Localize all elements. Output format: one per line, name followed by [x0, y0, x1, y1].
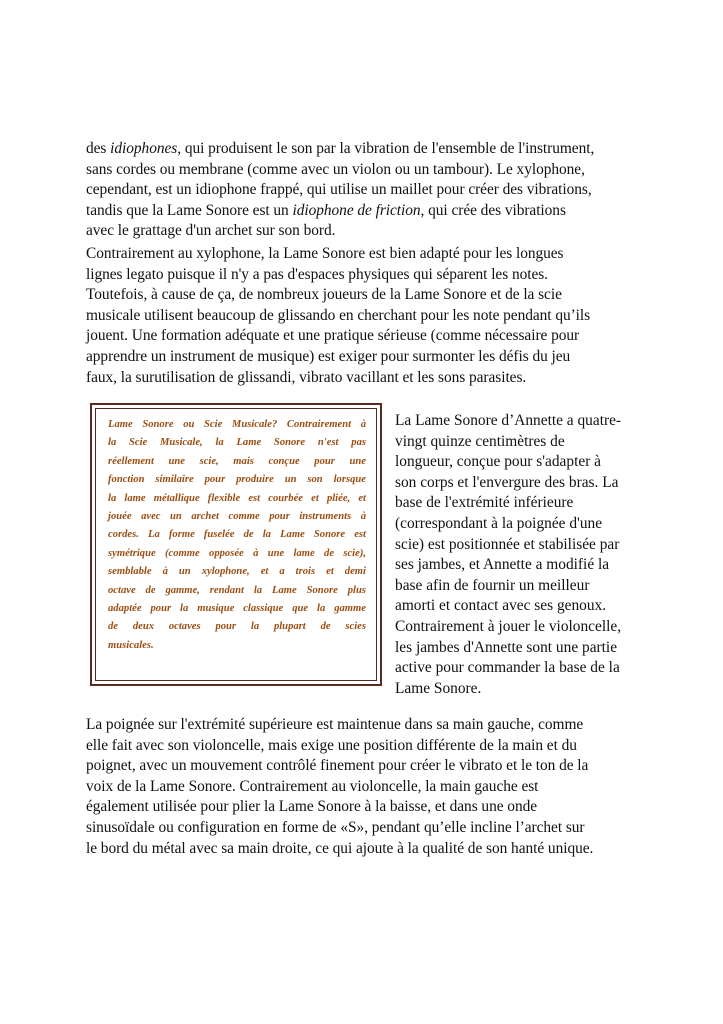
box-line: la lame métallique flexible est courbée et pliée, et	[108, 492, 366, 504]
text-line: vingt quinze centimètres de	[395, 432, 565, 450]
box-line: la Scie Musicale, la Lame Sonore n'est pas	[108, 437, 366, 449]
text-line: base de l'extrémité inférieure	[395, 494, 574, 512]
sidebar-box-inner	[95, 408, 377, 681]
paragraph-annette-blade	[395, 411, 647, 699]
box-line: cordes. La forme fuselée de la Lame Sonore est	[108, 529, 366, 541]
box-line: musicales.	[108, 639, 154, 651]
box-line: réellement une scie, mais conçue pour une	[108, 455, 366, 467]
text-line: Contrairement à jouer le violoncelle,	[395, 617, 622, 635]
box-line: symétrique (comme opposée à une lame de scie),	[108, 547, 366, 559]
box-line: adaptée pour la musique classique que la gamme	[108, 603, 366, 615]
paragraph-left-hand	[86, 715, 646, 859]
text-line: tandis que la Lame Sonore est un idiophone de friction, qui crée des vibrations	[86, 201, 566, 219]
paragraph-legato	[86, 244, 646, 388]
text-line: La poignée sur l'extrémité supérieure est maintenue dans sa main gauche, comme	[86, 716, 584, 733]
text-line: Lame Sonore.	[395, 679, 482, 697]
text-line: sinusoïdale ou configuration en forme de «S», pendant qu’elle incline l’archet sur	[86, 818, 585, 836]
text-line: musicale utilisent beaucoup de glissando en cherchant pour les note pendant qu’ils	[86, 306, 591, 324]
box-line: octave de gamme, rendant la Lame Sonore plus	[108, 584, 366, 596]
text-line: lignes legato puisque il n'y a pas d'espaces physiques qui séparent les notes.	[86, 265, 548, 283]
text-line: ses jambes, et Annette a modifié la	[395, 556, 610, 574]
text-line: active pour commander la base de la	[395, 659, 620, 677]
text-line: faux, la surutilisation de glissandi, vibrato vacillant et les sons parasites.	[86, 368, 527, 386]
text-line: amorti et contact avec ses genoux.	[395, 597, 607, 615]
box-line: semblable à un xylophone, et a trois et demi	[108, 566, 366, 578]
sidebar-box	[90, 403, 382, 686]
text-line: base afin de fournir un meilleur	[395, 576, 590, 594]
text-line: les jambes d'Annette sont une partie	[395, 638, 618, 656]
text-line: Toutefois, à cause de ça, de nombreux joueurs de la Lame Sonore et de la scie	[86, 286, 562, 304]
box-line: Lame Sonore ou Scie Musicale? Contrairement à	[108, 419, 366, 430]
text-line: La Lame Sonore d’Annette a quatre-	[395, 412, 622, 429]
text-line: cependant, est un idiophone frappé, qui utilise un maillet pour créer des vibrations,	[86, 181, 592, 199]
box-line: fonction similaire pour produire un son lorsque	[108, 474, 366, 486]
text-line: elle fait avec son violoncelle, mais exige une position différente de la main et du	[86, 736, 577, 754]
sidebar-box-text	[108, 416, 366, 655]
box-line: jouée avec un archet comme pour instruments à	[108, 511, 366, 523]
text-line: longueur, conçue pour s'adapter à	[395, 453, 601, 471]
text-line: voix de la Lame Sonore. Contrairement au violoncelle, la main gauche est	[86, 777, 539, 795]
text-line: avec le grattage d'un archet sur son bord.	[86, 222, 336, 240]
text-line: apprendre un instrument de musique) est exiger pour surmonter les défis du jeu	[86, 347, 571, 365]
text-line: Contrairement au xylophone, la Lame Sonore est bien adapté pour les longues	[86, 245, 564, 262]
text-line: jouent. Une formation adéquate et une pratique sérieuse (comme nécessaire pour	[86, 327, 580, 345]
text-line: le bord du métal avec sa main droite, ce qui ajoute à la qualité de son hanté unique.	[86, 839, 594, 857]
paragraph-idiophones	[86, 139, 646, 242]
text-line: sans cordes ou membrane (comme avec un violon ou un tambour). Le xylophone,	[86, 160, 585, 178]
text-line: son corps et l'envergure des bras. La	[395, 473, 619, 491]
box-line: de deux octaves pour la plupart de scies	[108, 621, 366, 633]
text-line: des idiophones, qui produisent le son par la vibration de l'ensemble de l'instrument,	[86, 140, 595, 157]
text-line: (correspondant à la poignée d'une	[395, 514, 603, 532]
text-line: scie) est positionnée et stabilisée par	[395, 535, 620, 553]
text-line: poignet, avec un mouvement contrôlé finement pour créer le vibrato et le ton de la	[86, 757, 589, 775]
text-line: également utilisée pour plier la Lame Sonore à la baisse, et dans une onde	[86, 798, 538, 816]
